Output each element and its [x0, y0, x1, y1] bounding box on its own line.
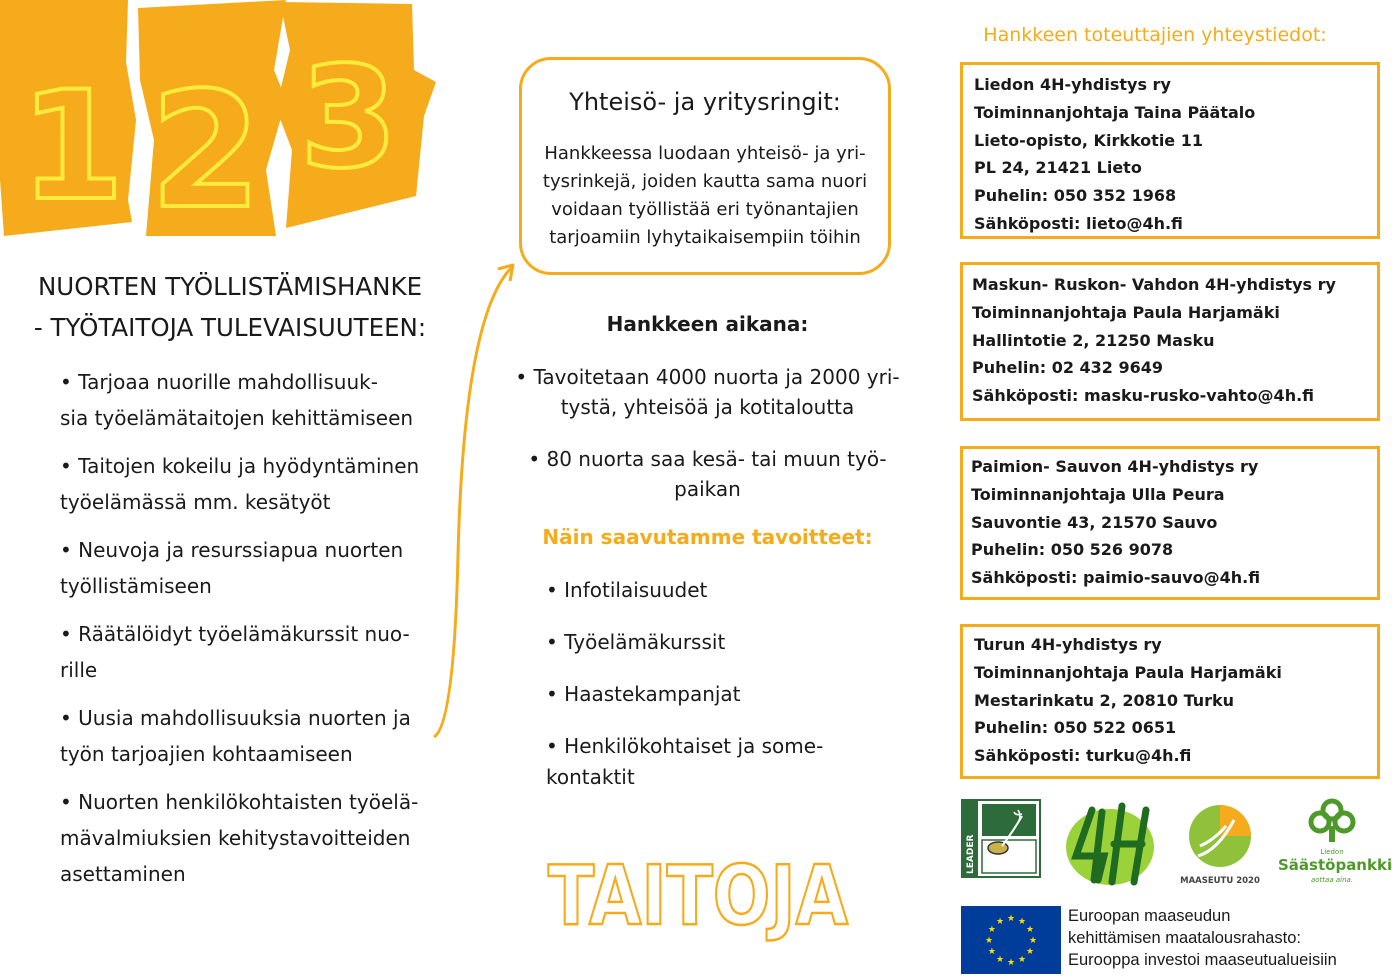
list-item: • Infotilaisuudet — [546, 575, 886, 606]
list-item: • Henkilökohtaiset ja some- kontaktit — [546, 731, 886, 793]
contact-email: Sähköposti: lieto@4h.fi — [974, 213, 1183, 233]
contact-email: Sähköposti: turku@4h.fi — [974, 746, 1192, 766]
leader-logo-icon — [962, 800, 1040, 877]
svg-text:4H: 4H — [1064, 800, 1066, 801]
contact-name: Paimion- Sauvon 4H-yhdistys ry — [971, 457, 1259, 476]
contact-email: Sähköposti: masku-rusko-vahto@4h.fi — [972, 386, 1315, 406]
ringit-description: Hankkeessa luodaan yhteisö- ja yri- tysrinkejä, joiden kautta sama nuori voidaan työllistää eri työnantajien tarjoamiin lyhytaikaisempiin töihin — [542, 143, 868, 248]
contact-address: PL 24, 21421 Lieto — [974, 158, 1142, 178]
contact-phone: Puhelin: 050 352 1968 — [974, 186, 1177, 206]
main-title-line2: - TYÖTAITOJA TULEVAISUUTEEN: — [33, 313, 427, 342]
eu-star-icon: ★ — [995, 916, 1005, 927]
eu-funding-text: Euroopan maaseudun kehittämisen maatalousrahasto: Eurooppa investoi maaseutualueisiin — [1068, 907, 1337, 969]
svg-text:LEADER: LEADER — [966, 834, 976, 874]
digit-3: 3 — [300, 37, 398, 200]
contact-card-paimio — [960, 446, 1380, 600]
contact-email: Sähköposti: paimio-sauvo@4h.fi — [971, 568, 1261, 588]
list-item: • Räätälöidyt työelämäkurssit nuo- rille — [60, 616, 445, 688]
list-item: • Työelämäkurssit — [546, 627, 886, 658]
saastopankki-slogan: aottaa aina. — [1310, 876, 1354, 884]
contact-person: Toiminnanjohtaja Paula Harjamäki — [974, 662, 1282, 682]
list-item: • 80 nuorta saa kesä- tai muun työ- paikan — [510, 444, 905, 504]
contact-card-turku — [960, 624, 1380, 779]
eu-star-icon: ★ — [1006, 914, 1016, 924]
contact-phone: Puhelin: 02 432 9649 — [972, 358, 1164, 378]
aikana-list — [510, 362, 905, 526]
project-features-list — [60, 364, 445, 904]
contacts-heading: Hankkeen toteuttajien yhteystiedot: — [983, 24, 1327, 46]
eu-star-icon: ★ — [1026, 947, 1035, 957]
list-item: • Neuvoja ja resurssiapua nuorten työllistämiseen — [60, 532, 445, 604]
goals-list — [546, 575, 886, 814]
contact-address: Mestarinkatu 2, 20810 Turku — [974, 690, 1235, 710]
eu-star-icon: ★ — [987, 947, 996, 957]
eu-star-icon: ★ — [1028, 936, 1038, 946]
eu-star-icon: ★ — [1017, 916, 1027, 927]
list-item: • Tarjoaa nuorille mahdollisuuk- sia työelämätaitojen kehittämiseen — [60, 364, 445, 436]
eu-star-icon: ★ — [987, 925, 996, 935]
eu-flag-icon — [961, 906, 1061, 974]
contact-person: Toiminnanjohtaja Taina Päätalo — [974, 102, 1256, 122]
saastopankki-prefix: Liedon — [1320, 848, 1344, 856]
taitoja-logo — [543, 838, 853, 944]
saastopankki-name: Säästöpankki — [1278, 856, 1392, 874]
aikana-heading: Hankkeen aikana: — [606, 312, 809, 336]
maaseutu-label: MAASEUTU 2020 — [1180, 876, 1260, 886]
list-item: • Nuorten henkilökohtaisten työelä- mävalmiuksien kehitystavoitteiden asettaminen — [60, 784, 445, 892]
list-item: • Uusia mahdollisuuksia nuorten ja työn tarjoajien kohtaamiseen — [60, 700, 445, 772]
saastopankki-tree-icon — [1280, 796, 1384, 888]
4h-logo-icon — [1064, 800, 1156, 887]
ringit-info-box — [519, 57, 891, 275]
contact-person: Toiminnanjohtaja Paula Harjamäki — [972, 302, 1280, 322]
taitoja-text: TAITOJA — [548, 849, 849, 944]
contact-card-masku — [960, 262, 1380, 421]
digit-2: 2 — [150, 57, 262, 244]
list-item: • Haastekampanjat — [546, 679, 886, 710]
contact-address: Sauvontie 43, 21570 Sauvo — [971, 512, 1218, 532]
contact-address: Hallintotie 2, 21250 Masku — [972, 330, 1215, 350]
contact-name: Maskun- Ruskon- Vahdon 4H-yhdistys ry — [972, 275, 1336, 294]
contact-phone: Puhelin: 050 522 0651 — [974, 718, 1177, 738]
goals-heading: Näin saavutamme tavoitteet: — [542, 525, 873, 549]
eu-star-icon: ★ — [1006, 958, 1016, 968]
contact-person: Toiminnanjohtaja Ulla Peura — [971, 484, 1225, 504]
contact-name: Turun 4H-yhdistys ry — [974, 635, 1162, 654]
eu-star-icon: ★ — [984, 936, 994, 946]
eu-star-icon: ★ — [1017, 955, 1027, 966]
ringit-title: Yhteisö- ja yritysringit: — [569, 88, 841, 116]
contact-card-lieto — [960, 62, 1380, 239]
contact-phone: Puhelin: 050 526 9078 — [971, 540, 1174, 560]
main-title — [20, 266, 440, 348]
curved-arrow-icon — [420, 255, 520, 745]
list-item: • Tavoitetaan 4000 nuorta ja 2000 yri- tystä, yhteisöä ja kotitaloutta — [510, 362, 905, 422]
main-title-line1: NUORTEN TYÖLLISTÄMISHANKE — [37, 272, 423, 301]
eu-star-icon: ★ — [995, 955, 1005, 966]
digit-1: 1 — [20, 60, 125, 234]
contact-address: Lieto-opisto, Kirkkotie 11 — [974, 130, 1203, 150]
eu-star-icon: ★ — [1026, 925, 1035, 935]
contact-name: Liedon 4H-yhdistys ry — [974, 75, 1171, 94]
list-item: • Taitojen kokeilu ja hyödyntäminen työelämässä mm. kesätyöt — [60, 448, 445, 520]
123-logo — [0, 0, 440, 244]
